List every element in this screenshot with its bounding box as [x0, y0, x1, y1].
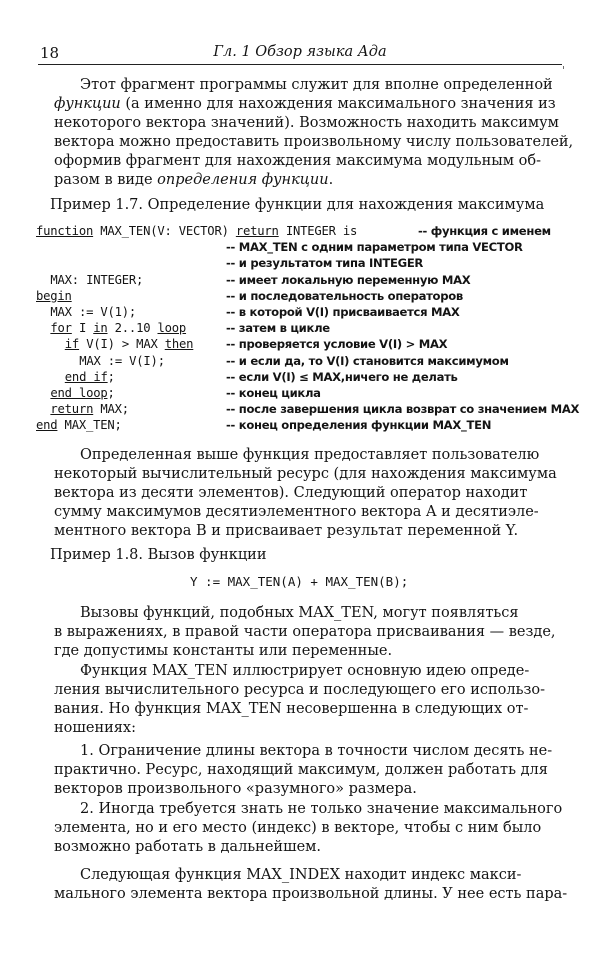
text-line: оформив фрагмент для нахождения максимума модульным об-	[54, 153, 542, 169]
text-line: векторов произвольного «разумного» размера.	[54, 781, 417, 797]
code-text	[36, 305, 136, 319]
paragraph-idea	[54, 662, 556, 738]
text-line: в выражениях, в правой части оператора присваивания — везде,	[54, 624, 556, 640]
code-line	[36, 370, 566, 386]
paragraph-resource	[54, 446, 556, 541]
text-line: ношениях:	[54, 720, 136, 736]
code-text	[36, 321, 186, 335]
code-text	[36, 386, 115, 400]
page-header	[38, 40, 562, 66]
text-line: возможно работать в дальнейшем.	[54, 839, 322, 855]
code-text	[36, 289, 72, 303]
text-line: Этот фрагмент программы служит для вполне определенной	[80, 77, 553, 93]
code-comment: -- функция с именем	[418, 224, 551, 238]
code-token: MAX_TEN(V: VECTOR)	[93, 224, 236, 238]
code-text	[36, 224, 357, 238]
code-token: MAX := V(1);	[50, 304, 137, 319]
code-token: MAX: INTEGER;	[50, 272, 144, 287]
keyword: in	[93, 321, 108, 336]
text-line: ления вычислительного ресурса и последующего его использо-	[54, 682, 546, 698]
paragraph-max-index	[54, 866, 568, 904]
text-line: вания. Но функция MAX_TEN несовершенна в следующих от-	[54, 701, 529, 717]
code-comment: -- в которой V(I) присваивается MAX	[226, 304, 460, 319]
code-text	[36, 354, 165, 368]
code-comment: -- если V(I) ≤ MAX,ничего не делать	[226, 369, 458, 384]
keyword: return	[50, 402, 94, 417]
text-line: Определенная выше функция предоставляет пользователю	[80, 447, 540, 463]
code-comment: -- имеет локальную переменную MAX	[226, 272, 471, 287]
paragraph-point-1	[54, 742, 556, 799]
code-line	[36, 240, 566, 256]
keyword: then	[164, 337, 194, 352]
code-comment: -- и если да, то V(I) становится максимумом	[226, 353, 509, 368]
text-line: Функция MAX_TEN иллюстрирует основную идею опреде-	[80, 663, 530, 679]
code-listing	[36, 224, 580, 434]
text-line: где допустимы константы или переменные.	[54, 643, 393, 659]
keyword: end if	[64, 369, 108, 384]
paragraph-calls	[54, 604, 556, 661]
code-line	[36, 354, 566, 370]
code-line	[36, 337, 566, 353]
code-line	[36, 224, 566, 240]
keyword: if	[64, 337, 80, 352]
text-line: разом в виде определения функции.	[54, 172, 334, 188]
code-line	[36, 289, 566, 305]
code-line	[36, 305, 566, 321]
text-line: вектора из десяти элементов). Следующий оператор находит	[54, 485, 528, 501]
example-1-title: Пример 1.7. Определение функции для нахождения максимума	[50, 197, 545, 213]
code-token: MAX := V(I);	[79, 353, 165, 368]
call-statement: Y := MAX_TEN(A) + MAX_TEN(B);	[190, 574, 409, 589]
text-line: Следующая функция MAX_INDEX находит индекс макси-	[80, 867, 522, 883]
code-text	[36, 418, 122, 432]
code-line	[36, 418, 566, 434]
keyword: end	[36, 418, 58, 433]
code-text	[36, 273, 143, 287]
code-text	[36, 370, 115, 384]
code-comment: -- и результатом типа INTEGER	[226, 256, 424, 271]
keyword: loop	[157, 321, 187, 336]
running-title: Гл. 1 Обзор языка Ада	[213, 44, 387, 60]
code-token: 2..10	[107, 321, 158, 336]
text-line: некоторого вектора значений). Возможность находить максимум	[54, 115, 559, 131]
text-line: сумму максимумов десятиэлементного вектора A и десятиэле-	[54, 504, 539, 520]
code-token: I	[71, 321, 94, 336]
code-token: ;	[107, 369, 115, 384]
code-comment: -- MAX_TEN с одним параметром типа VECTOR	[226, 240, 523, 255]
code-line	[36, 321, 566, 337]
text-line: функции (а именно для нахождения максимального значения из	[54, 96, 556, 112]
code-token: MAX_TEN;	[57, 418, 122, 433]
code-token: ;	[107, 385, 115, 400]
keyword: for	[50, 321, 72, 336]
code-comment: -- затем в цикле	[226, 321, 330, 336]
keyword: begin	[36, 288, 72, 303]
text-line: 1. Ограничение длины вектора в точности числом десять не-	[80, 743, 553, 759]
code-line	[36, 273, 566, 289]
example-2-title: Пример 1.8. Вызов функции	[50, 547, 267, 563]
code-token: INTEGER is	[278, 224, 358, 238]
text-line: 2. Иногда требуется знать не только значение максимального	[80, 801, 563, 817]
margin-mark: '	[562, 64, 566, 77]
page-number: 18	[40, 44, 60, 62]
paragraph-intro	[54, 76, 574, 190]
text-line: элемента, но и его место (индекс) в векторе, чтобы с ним было	[54, 820, 542, 836]
text-line: вектора можно предоставить произвольному числу пользователей,	[54, 134, 574, 150]
code-comment: -- проверяется условие V(I) > MAX	[226, 337, 448, 352]
text-line: некоторый вычислительный ресурс (для нахождения максимума	[54, 466, 557, 482]
code-line	[36, 256, 566, 272]
text-line: практично. Ресурс, находящий максимум, должен работать для	[54, 762, 548, 778]
paragraph-point-2	[54, 800, 563, 857]
code-comment: -- и последовательность операторов	[226, 288, 463, 303]
keyword: end loop	[50, 385, 108, 400]
code-token: MAX;	[93, 402, 129, 417]
text-line: ментного вектора B и присваивает результат переменной Y.	[54, 523, 519, 539]
keyword: function	[36, 224, 94, 238]
code-line	[36, 386, 566, 402]
code-comment: -- конец определения функции MAX_TEN	[226, 418, 492, 433]
code-comment: -- после завершения цикла возврат со значением MAX	[226, 402, 580, 417]
header-rule	[38, 64, 562, 65]
code-text	[36, 337, 193, 351]
text-line: мального элемента вектора произвольной длины. У нее есть пара-	[54, 886, 568, 902]
keyword: return	[235, 224, 279, 238]
text-line: Вызовы функций, подобных MAX_TEN, могут появляться	[80, 605, 519, 621]
code-token: V(I) > MAX	[79, 337, 165, 352]
code-comment: -- конец цикла	[226, 385, 321, 400]
code-line	[36, 402, 580, 418]
code-text	[36, 402, 129, 416]
